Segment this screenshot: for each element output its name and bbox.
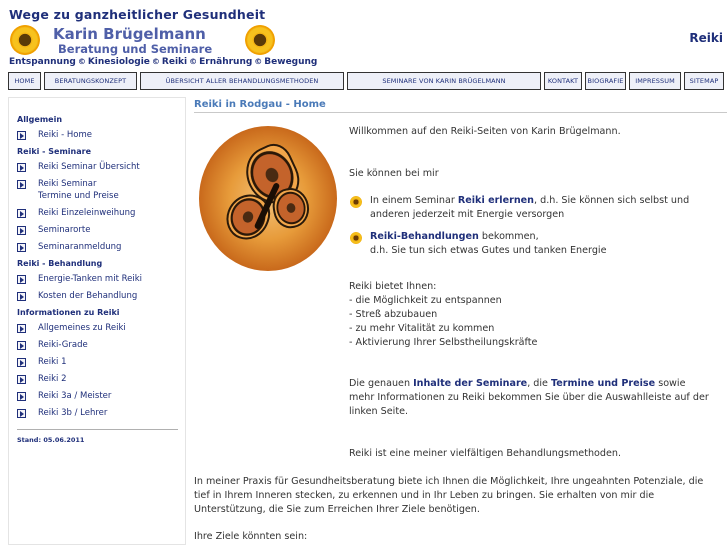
tagline-separator: ©	[254, 57, 263, 66]
tagline-item: Bewegung	[264, 57, 318, 67]
arrow-right-icon	[17, 275, 26, 284]
tagline-separator: ©	[77, 57, 86, 66]
tagline-item: Reiki	[161, 57, 188, 67]
tagline-separator: ©	[189, 57, 198, 66]
arrow-right-icon	[17, 292, 26, 301]
arrow-right-icon	[17, 243, 26, 252]
sidebar-item-reiki-home[interactable]: Reiki - Home	[17, 129, 183, 141]
sidebar-heading: Reiki - Seminare	[17, 147, 92, 156]
sunflower-bullet-icon	[350, 196, 362, 208]
nav-behandlungsmethoden[interactable]: ÜBERSICHT ALLER BEHANDLUNGSMETHODEN	[140, 72, 344, 90]
sidebar-item-termine-preise[interactable]: Reiki Seminar Termine und Preise	[17, 178, 183, 202]
sidebar-item-seminarorte[interactable]: Seminarorte	[17, 224, 183, 236]
sidebar-item-kosten[interactable]: Kosten der Behandlung	[17, 290, 183, 302]
nav-kontakt[interactable]: KONTAKT	[544, 72, 582, 90]
offers-list: Reiki bietet Ihnen: - die Möglichkeit zu entspannen - Streß abzubauen - zu mehr Vitalität zu kommen - Aktivierung Ihrer Selbstheilungskräfte	[349, 281, 538, 348]
page-title: Reiki in Rodgau - Home	[194, 97, 727, 113]
arrow-right-icon	[17, 358, 26, 367]
sunflower-icon	[10, 25, 40, 55]
tagline-separator: ©	[151, 57, 160, 66]
arrow-right-icon	[17, 180, 26, 189]
sidebar-item-reiki-2[interactable]: Reiki 2	[17, 373, 183, 385]
sidebar	[8, 97, 186, 545]
arrow-right-icon	[17, 392, 26, 401]
section-title: Reiki	[689, 31, 723, 45]
sidebar-item-reiki-grade[interactable]: Reiki-Grade	[17, 339, 183, 351]
tagline-item: Entspannung	[9, 57, 76, 67]
arrow-right-icon	[17, 341, 26, 350]
sidebar-item-reiki-3b[interactable]: Reiki 3b / Lehrer	[17, 407, 183, 419]
nav-beratungskonzept[interactable]: BERATUNGSKONZEPT	[44, 72, 137, 90]
welcome-text: Willkommen auf den Reiki-Seiten von Karin Brügelmann.	[349, 126, 621, 137]
sidebar-heading: Allgemein	[17, 115, 63, 124]
info-text: Die genauen Inhalte der Seminare, die Termine und Preise sowie mehr Informationen zu Reiki bekommen Sie über die Auswahlleiste auf der linken Seite.	[349, 378, 709, 417]
practice-text: In meiner Praxis für Gesundheitsberatung biete ich Ihnen die Möglichkeit, Ihre ungeahnten Potenziale, die tief in Ihrem Inneren stecken, zu erkennen und in Ihr Leben zu bringen. Sie erhalten von mir die Unterstützung, die Sie zum Erreichen Ihrer Ziele benötigen.	[194, 476, 704, 515]
tagline-item: Kinesiologie	[87, 57, 150, 67]
nav-biografie[interactable]: BIOGRAFIE	[585, 72, 626, 90]
arrow-right-icon	[17, 324, 26, 333]
page-header	[0, 0, 727, 70]
sunflower-icon	[245, 25, 275, 55]
logo-subtitle: Beratung und Seminare	[58, 42, 213, 56]
link-inhalte-seminare[interactable]: Inhalte der Seminare	[413, 378, 528, 389]
logo-title: Wege zu ganzheitlicher Gesundheit	[9, 7, 266, 22]
bullet-behandlung: Reiki-Behandlungen bekommen, d.h. Sie tun sich etwas Gutes und tanken Energie	[370, 231, 607, 256]
sidebar-heading: Reiki - Behandlung	[17, 259, 103, 268]
butterfly-image	[199, 126, 337, 271]
nav-sitemap[interactable]: SITEMAP	[684, 72, 724, 90]
methods-text: Reiki ist eine meiner vielfältigen Behandlungsmethoden.	[349, 448, 622, 459]
sidebar-item-seminaranmeldung[interactable]: Seminaranmeldung	[17, 241, 183, 253]
sidebar-item-reiki-3a[interactable]: Reiki 3a / Meister	[17, 390, 183, 402]
bullet-seminar: In einem Seminar Reiki erlernen, d.h. Sie können sich selbst und anderen jederzeit mit Energie versorgen	[370, 195, 690, 220]
sidebar-item-reiki-1[interactable]: Reiki 1	[17, 356, 183, 368]
arrow-right-icon	[17, 131, 26, 140]
sidebar-heading: Informationen zu Reiki	[17, 308, 120, 317]
sidebar-divider	[17, 429, 178, 430]
main-nav	[8, 72, 727, 90]
arrow-right-icon	[17, 375, 26, 384]
tagline	[9, 57, 317, 67]
sidebar-item-allgemeines[interactable]: Allgemeines zu Reiki	[17, 322, 183, 334]
nav-impressum[interactable]: IMPRESSUM	[629, 72, 681, 90]
link-termine-preise[interactable]: Termine und Preise	[551, 378, 656, 389]
nav-home[interactable]: HOME	[8, 72, 41, 90]
sidebar-item-einzeleinweihung[interactable]: Reiki Einzeleinweihung	[17, 207, 183, 219]
arrow-right-icon	[17, 209, 26, 218]
sunflower-bullet-icon	[350, 232, 362, 244]
sidebar-item-energie-tanken[interactable]: Energie-Tanken mit Reiki	[17, 273, 183, 285]
tagline-item: Ernährung	[199, 57, 253, 67]
arrow-right-icon	[17, 163, 26, 172]
link-reiki-behandlungen[interactable]: Reiki-Behandlungen	[370, 231, 479, 242]
logo-name: Karin Brügelmann	[53, 25, 206, 43]
arrow-right-icon	[17, 409, 26, 418]
arrow-right-icon	[17, 226, 26, 235]
intro-text: Sie können bei mir	[349, 168, 439, 179]
last-updated: Stand: 05.06.2011	[17, 436, 85, 444]
nav-seminare[interactable]: SEMINARE VON KARIN BRÜGELMANN	[347, 72, 541, 90]
sidebar-item-seminar-uebersicht[interactable]: Reiki Seminar Übersicht	[17, 161, 183, 173]
goals-text: Ihre Ziele könnten sein:	[194, 531, 308, 542]
link-reiki-erlernen[interactable]: Reiki erlernen	[457, 195, 534, 206]
main-content	[194, 97, 727, 545]
